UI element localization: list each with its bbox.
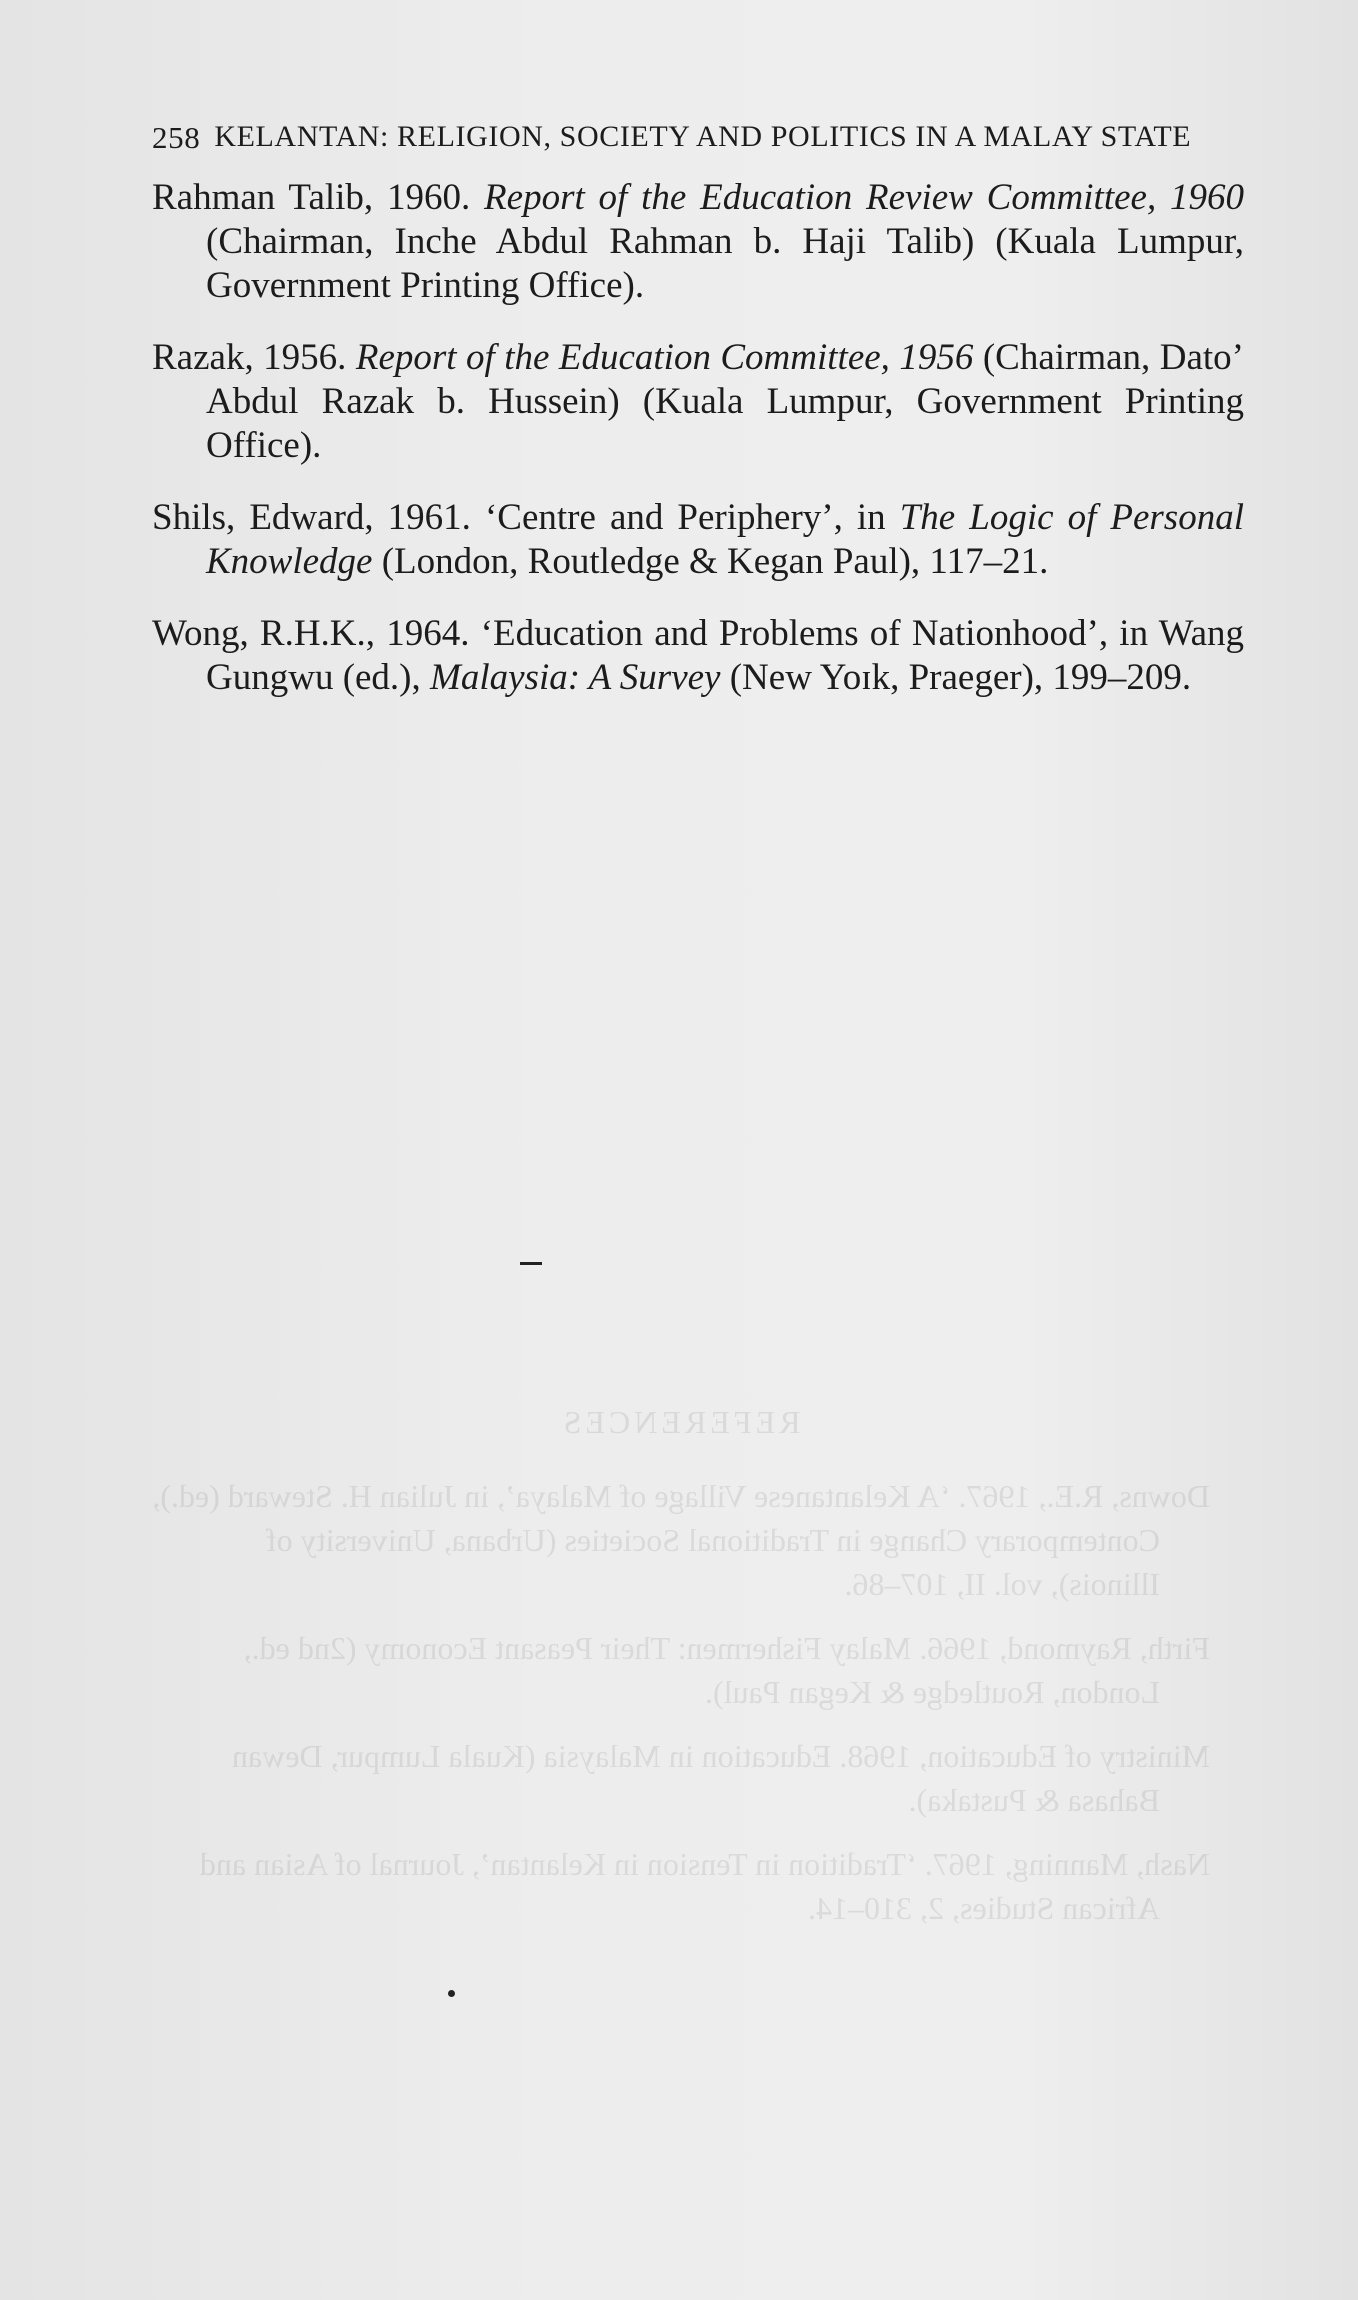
reference-rest: (Chairman, Inche Abdul Rahman b. Haji Talib) (Kuala Lumpur, Government Printing Office).: [206, 221, 1244, 306]
ink-speck: [520, 1262, 542, 1265]
reference-entry-shils: [152, 496, 1244, 584]
page-number: 258: [152, 120, 201, 155]
show-through-entry: Nash, Manning, 1967. ‘Tradition in Tension in Kelantan’, Journal of Asian and African Studies, 2, 310–14.: [199, 1846, 1210, 1926]
reference-title: Report of the Education Review Committee, 1960: [484, 177, 1244, 218]
reference-entry-razak: [152, 336, 1244, 468]
reference-entry-wong: [152, 612, 1244, 700]
running-head-title: KELANTAN: RELIGION, SOCIETY AND POLITICS IN A MALAY STATE: [214, 120, 1192, 153]
reference-entry-rahman-talib: [152, 176, 1244, 308]
show-through-entry: Firth, Raymond, 1966. Malay Fishermen: Their Peasant Economy (2nd ed., London, Routledge & Kegan Paul).: [243, 1630, 1210, 1710]
reference-title: The Logic of Personal Knowledge: [206, 497, 1244, 582]
running-head: [152, 120, 1244, 156]
reference-lead: Wong, R.H.K., 1964. ‘Education and Problems of Nationhood’, in Wang Gungwu (ed.),: [152, 613, 1244, 698]
ink-speck: [448, 1990, 455, 1997]
show-through-heading: REFERENCES: [559, 1404, 801, 1440]
reference-title: Malaysia: A Survey: [430, 657, 721, 698]
show-through-entry: Downs, R.E., 1967. ‘A Kelantanese Village of Malaya’, in Julian H. Steward (ed.), Contemporary Change in Traditional Societies (Urbana, University of Illinois), vol. II, 107–86.: [152, 1478, 1210, 1602]
reference-rest: (New Yoɪk, Praeger), 199–209.: [720, 657, 1192, 698]
show-through-text: [150, 1400, 1210, 1950]
show-through-entry: Ministry of Education, 1968. Education in Malaysia (Kuala Lumpur, Dewan Bahasa & Pustaka).: [231, 1738, 1210, 1818]
reference-rest: (Chairman, Dato’ Abdul Razak b. Hussein) (Kuala Lumpur, Government Printing Office).: [206, 337, 1244, 466]
reference-lead: Razak, 1956.: [152, 337, 356, 378]
reference-title: Report of the Education Committee, 1956: [355, 337, 974, 378]
reference-rest: (London, Routledge & Kegan Paul), 117–21.: [372, 541, 1049, 582]
page-content: [152, 120, 1244, 728]
reference-lead: Rahman Talib, 1960.: [152, 177, 485, 218]
reference-lead: Shils, Edward, 1961. ‘Centre and Periphery’, in: [152, 497, 900, 538]
